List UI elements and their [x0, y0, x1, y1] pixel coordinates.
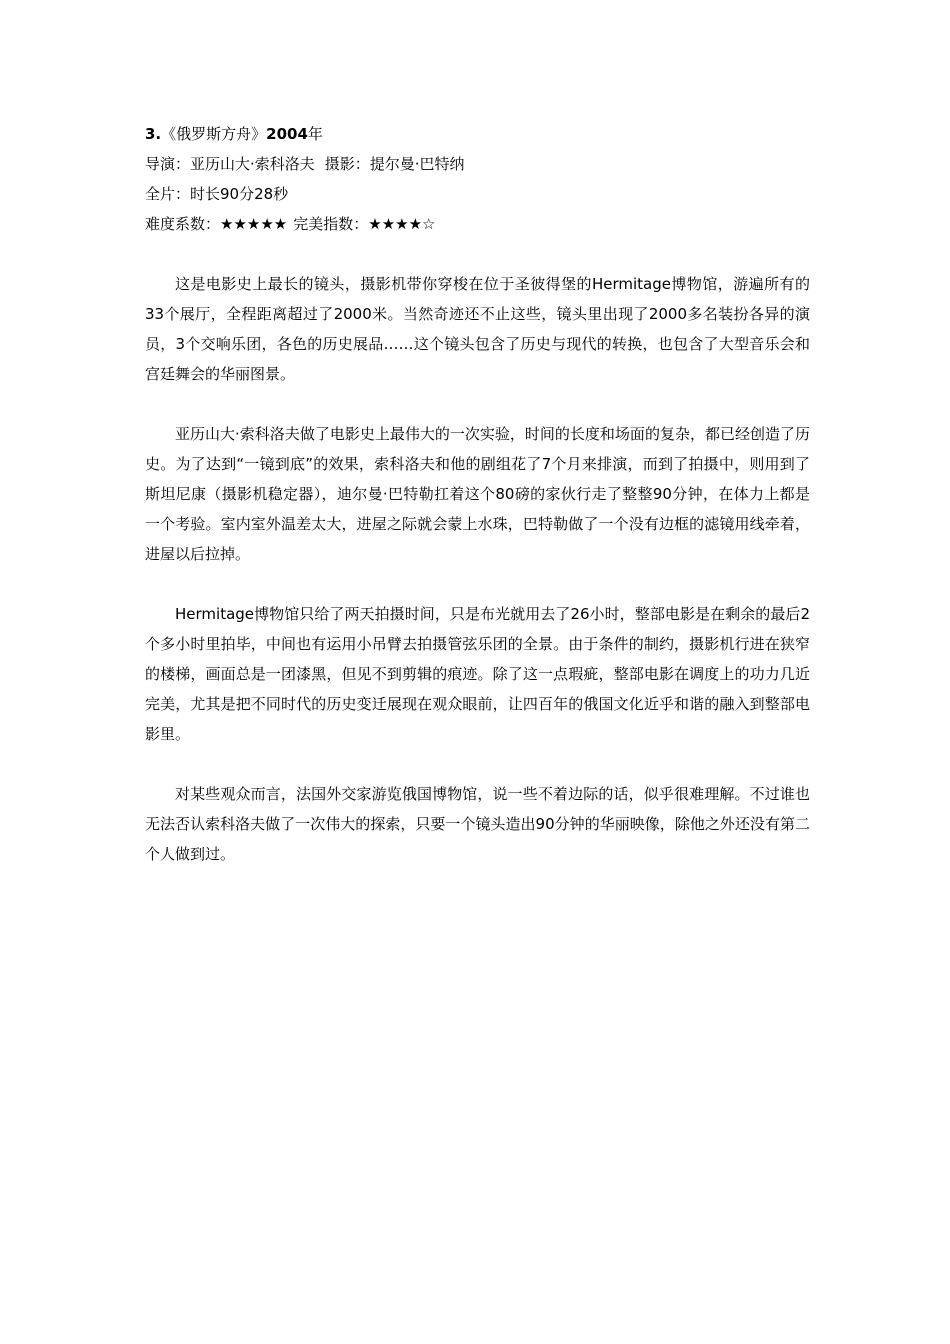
film-meta [145, 119, 810, 239]
paragraph-1: 这是电影史上最长的镜头，摄影机带你穿梭在位于圣彼得堡的Hermitage博物馆，游遍所有的33个展厅，全程距离超过了2000米。当然奇迹还不止这些，镜头里出现了2000多名装扮各异的演员，3个交响乐团，各色的历史展品……这个镜头包含了历史与现代的转换，也包含了大型音乐会和宫廷舞会的华丽图景。 [145, 275, 810, 383]
director-credit: 导演：亚历山大·索科洛夫 [145, 155, 315, 173]
difficulty-rating: 难度系数：★★★★★ [145, 215, 288, 233]
film-title [145, 119, 810, 149]
perfection-rating: 完美指数：★★★★☆ [293, 215, 436, 233]
paragraph-3: Hermitage博物馆只给了两天拍摄时间，只是布光就用去了26小时，整部电影是在剩余的最后2个多小时里拍毕，中间也有运用小吊臂去拍摄管弦乐团的全景。由于条件的制约，摄影机行进在狭窄的楼梯，画面总是一团漆黑，但见不到剪辑的痕迹。除了这一点瑕疵，整部电影在调度上的功力几近完美，尤其是把不同时代的历史变迁展现在观众眼前，让四百年的俄国文化近乎和谐的融入到整部电影里。 [145, 605, 810, 743]
camera-credit: 摄影：提尔曼·巴特纳 [324, 155, 465, 173]
document-page [145, 119, 810, 899]
title-year: 2004 [266, 125, 308, 143]
title-suffix: 年 [307, 125, 323, 143]
rating-line [145, 209, 810, 239]
paragraph-2: 亚历山大·索科洛夫做了电影史上最伟大的一次实验，时间的长度和场面的复杂，都已经创造了历史。为了达到“一镜到底”的效果，索科洛夫和他的剧组花了7个月来排演，而到了拍摄中，则用到了斯坦尼康（摄影机稳定器），迪尔曼·巴特勒扛着这个80磅的家伙行走了整整90分钟，在体力上都是一个考验。室内室外温差太大，进屋之际就会蒙上水珠，巴特勒做了一个没有边框的滤镜用线牵着，进屋以后拉掉。 [145, 425, 810, 563]
paragraph-4: 对某些观众而言，法国外交家游览俄国博物馆，说一些不着边际的话，似乎很难理解。不过谁也无法否认索科洛夫做了一次伟大的探索，只要一个镜头造出90分钟的华丽映像，除他之外还没有第二个人做到过。 [145, 785, 810, 863]
article-body [145, 269, 810, 869]
credits-line [145, 149, 810, 179]
runtime-line: 全片：时长90分28秒 [145, 185, 289, 203]
title-number: 3. [145, 125, 162, 143]
title-name: 《俄罗斯方舟》 [161, 125, 267, 143]
